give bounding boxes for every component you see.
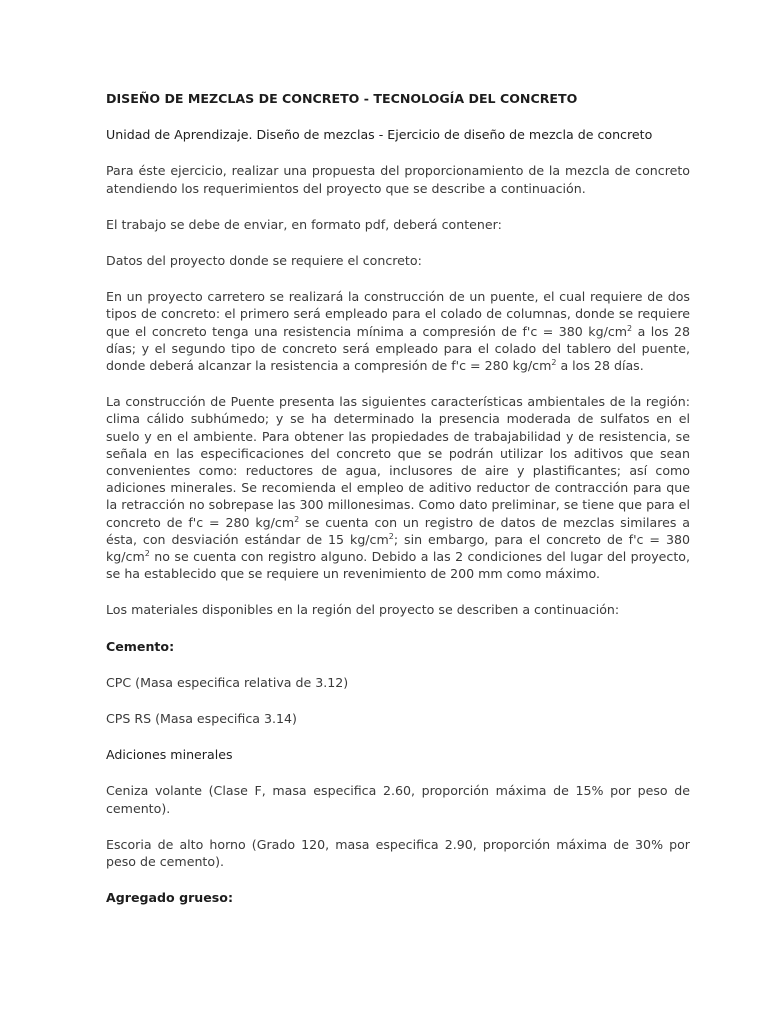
adiciones-heading: Adiciones minerales <box>106 747 233 763</box>
datos-paragraph: Datos del proyecto donde se requiere el concreto: <box>106 253 422 269</box>
condiciones-text-d: no se cuenta con registro alguno. Debido a las 2 condiciones del lugar del proyecto, se ha establecido que se requiere un revenimiento de 200 mm como máximo. <box>106 549 690 582</box>
proyecto-text-c: a los 28 días. <box>556 358 644 374</box>
condiciones-text-c: ; sin embargo, para el concreto de f'c = 380 kg/cm <box>106 531 690 565</box>
document-title: DISEÑO DE MEZCLAS DE CONCRETO - TECNOLOGÍA DEL CONCRETO <box>106 91 578 106</box>
ceniza-item: Ceniza volante (Clase F, masa especifica 2.60, proporción máxima de 15% por peso de cemento). <box>106 783 690 816</box>
superscript: 2 <box>144 549 150 559</box>
condiciones-text-a: La construcción de Puente presenta las siguientes características ambientales de la región: clima cálido subhúmedo; y se ha determinado la presencia moderada de sulfatos en el suelo y en el ambiente. Para obtener las propiedades de trabajabilidad y de resistencia, se señala en las especificaciones del concreto que se podrán utilizar los aditivos que sean convenientes como: reductores de agua, inclusores de aire y plastificantes; así como adiciones minerales. Se recomienda el empleo de aditivo reductor de contracción para que la retracción no sobrepase las 300 millonesimas. Como dato preliminar, se tiene que para el concreto de f'c = 280 kg/cm <box>106 394 690 530</box>
document-page <box>106 90 690 907</box>
intro-paragraph: Para éste ejercicio, realizar una propuesta del proporcionamiento de la mezcla de concreto atendiendo los requerimientos del proyecto que se describe a continuación. <box>106 163 690 196</box>
proyecto-text-b: a los 28 días; y el segundo tipo de concreto será empleado para el colado del tablero del puente, donde deberá alcanzar la resistencia a compresión de f'c = 280 kg/cm <box>106 323 690 374</box>
materiales-paragraph: Los materiales disponibles en la región del proyecto se describen a continuación: <box>106 602 620 618</box>
condiciones-paragraph <box>106 393 690 582</box>
superscript: 2 <box>294 514 300 524</box>
agregado-heading: Agregado grueso: <box>106 890 233 906</box>
cps-item: CPS RS (Masa especifica 3.14) <box>106 711 297 727</box>
proyecto-paragraph <box>106 288 690 374</box>
cpc-item: CPC (Masa especifica relativa de 3.12) <box>106 674 349 690</box>
document-subtitle: Unidad de Aprendizaje. Diseño de mezclas - Ejercicio de diseño de mezcla de concreto <box>106 127 653 143</box>
format-paragraph: El trabajo se debe de enviar, en formato pdf, deberá contener: <box>106 216 502 232</box>
superscript: 2 <box>388 531 394 541</box>
superscript: 2 <box>627 323 633 333</box>
escoria-item: Escoria de alto horno (Grado 120, masa especifica 2.90, proporción máxima de 30% por peso de cemento). <box>106 836 690 870</box>
condiciones-text-b: se cuenta con un registro de datos de mezclas similares a ésta, con desviación estándar de 15 kg/cm <box>106 514 691 547</box>
proyecto-text-a: En un proyecto carretero se realizará la construcción de un puente, el cual requiere de dos tipos de concreto: el primero será empleado para el colado de columnas, donde se requiere que el concreto tenga una resistencia mínima a compresión de f'c = 380 kg/cm <box>106 289 690 339</box>
superscript: 2 <box>551 358 557 368</box>
cemento-heading: Cemento: <box>106 638 175 654</box>
